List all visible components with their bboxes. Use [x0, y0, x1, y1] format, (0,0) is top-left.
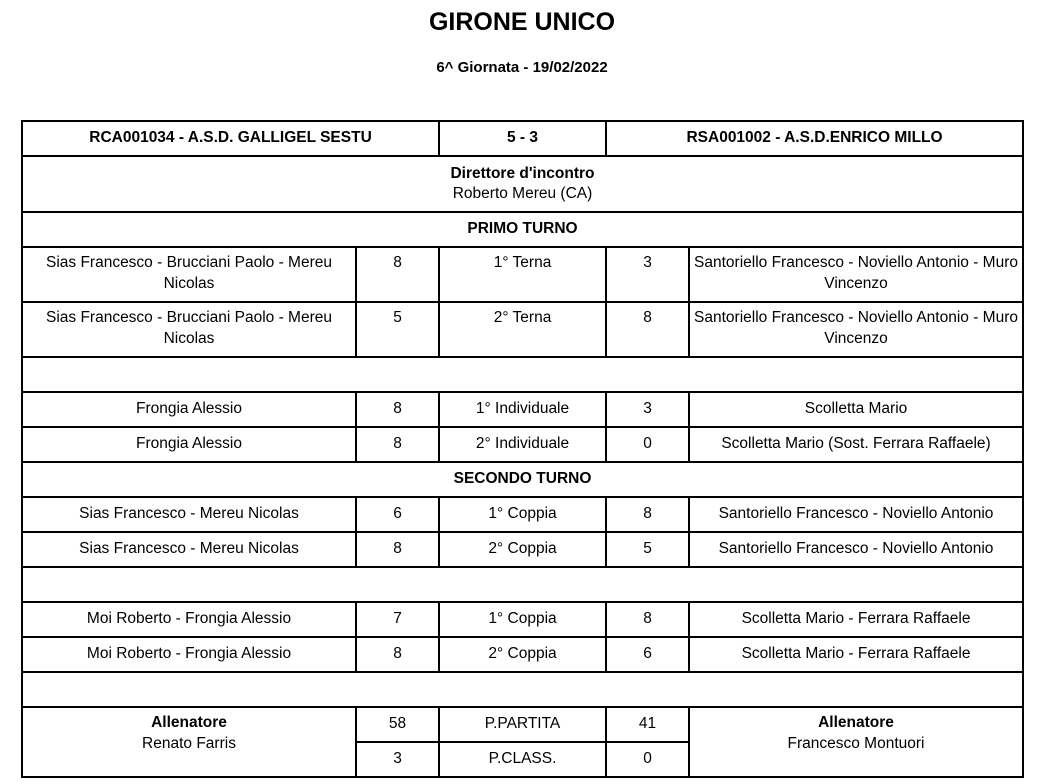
home-players: Sias Francesco - Mereu Nicolas: [22, 497, 356, 532]
home-players: Sias Francesco - Mereu Nicolas: [22, 532, 356, 567]
director-label: Direttore d'incontro: [450, 164, 595, 182]
away-players: Santoriello Francesco - Noviello Antonio: [689, 497, 1023, 532]
spacer-row: [22, 672, 1023, 707]
away-players: Scolletta Mario: [689, 392, 1023, 427]
away-coach-name: Francesco Montuori: [787, 734, 925, 752]
away-game-score: 8: [606, 497, 689, 532]
away-coach-cell: [689, 707, 1023, 777]
points-class-label: P.CLASS.: [439, 742, 606, 777]
table-row: [22, 637, 1023, 672]
away-players: Santoriello Francesco - Noviello Antonio: [689, 532, 1023, 567]
away-players: Scolletta Mario (Sost. Ferrara Raffaele): [689, 427, 1023, 462]
away-coach-label: Allenatore: [818, 714, 894, 731]
away-game-score: 0: [606, 427, 689, 462]
away-game-score: 8: [606, 602, 689, 637]
away-points-class: 0: [606, 742, 689, 777]
home-players: Sias Francesco - Brucciani Paolo - Mereu Nicolas: [22, 247, 356, 302]
page-title: GIRONE UNICO: [428, 8, 616, 36]
away-game-score: 8: [606, 302, 689, 357]
home-game-score: 8: [356, 427, 439, 462]
director-cell: [22, 156, 1023, 212]
first-round-label: PRIMO TURNO: [22, 212, 1023, 247]
game-type: 2° Individuale: [439, 427, 606, 462]
away-players: Scolletta Mario - Ferrara Raffaele: [689, 602, 1023, 637]
home-players: Frongia Alessio: [22, 427, 356, 462]
away-game-score: 5: [606, 532, 689, 567]
round-header-row: [22, 462, 1023, 497]
table-row: [22, 247, 1023, 302]
away-game-score: 3: [606, 247, 689, 302]
home-game-score: 8: [356, 532, 439, 567]
spacer-cell: [22, 567, 1023, 602]
home-coach-name: Renato Farris: [142, 734, 236, 752]
match-header-row: [22, 121, 1023, 156]
table-row: [22, 427, 1023, 462]
home-game-score: 5: [356, 302, 439, 357]
footer-row-points-match: [22, 707, 1023, 742]
home-game-score: 7: [356, 602, 439, 637]
home-players: Frongia Alessio: [22, 392, 356, 427]
home-players: Moi Roberto - Frongia Alessio: [22, 637, 356, 672]
director-name: Roberto Mereu (CA): [452, 185, 593, 202]
game-type: 2° Coppia: [439, 532, 606, 567]
match-report-table: [21, 120, 1024, 778]
home-game-score: 8: [356, 247, 439, 302]
spacer-row: [22, 357, 1023, 392]
game-type: 1° Coppia: [439, 602, 606, 637]
home-game-score: 8: [356, 392, 439, 427]
match-score: 5 - 3: [439, 121, 606, 156]
round-header-row: [22, 212, 1023, 247]
game-type: 1° Coppia: [439, 497, 606, 532]
away-game-score: 6: [606, 637, 689, 672]
away-players: Santoriello Francesco - Noviello Antonio - Muro Vincenzo: [689, 247, 1023, 302]
spacer-cell: [22, 357, 1023, 392]
home-team-name: RCA001034 - A.S.D. GALLIGEL SESTU: [22, 121, 439, 156]
second-round-label: SECONDO TURNO: [22, 462, 1023, 497]
director-row: [22, 156, 1023, 212]
table-row: [22, 602, 1023, 637]
spacer-cell: [22, 672, 1023, 707]
away-players: Santoriello Francesco - Noviello Antonio - Muro Vincenzo: [689, 302, 1023, 357]
game-type: 2° Coppia: [439, 637, 606, 672]
game-type: 2° Terna: [439, 302, 606, 357]
table-row: [22, 302, 1023, 357]
away-points-match: 41: [606, 707, 689, 742]
table-row: [22, 532, 1023, 567]
home-coach-label: Allenatore: [151, 714, 227, 731]
points-match-label: P.PARTITA: [439, 707, 606, 742]
home-points-match: 58: [356, 707, 439, 742]
game-type: 1° Terna: [439, 247, 606, 302]
away-players: Scolletta Mario - Ferrara Raffaele: [689, 637, 1023, 672]
home-points-class: 3: [356, 742, 439, 777]
spacer-row: [22, 567, 1023, 602]
home-players: Sias Francesco - Brucciani Paolo - Mereu Nicolas: [22, 302, 356, 357]
page-subtitle: 6^ Giornata - 19/02/2022: [436, 59, 608, 76]
away-game-score: 3: [606, 392, 689, 427]
home-coach-cell: [22, 707, 356, 777]
game-type: 1° Individuale: [439, 392, 606, 427]
home-game-score: 8: [356, 637, 439, 672]
table-row: [22, 497, 1023, 532]
home-players: Moi Roberto - Frongia Alessio: [22, 602, 356, 637]
away-team-name: RSA001002 - A.S.D.ENRICO MILLO: [606, 121, 1023, 156]
home-game-score: 6: [356, 497, 439, 532]
table-row: [22, 392, 1023, 427]
